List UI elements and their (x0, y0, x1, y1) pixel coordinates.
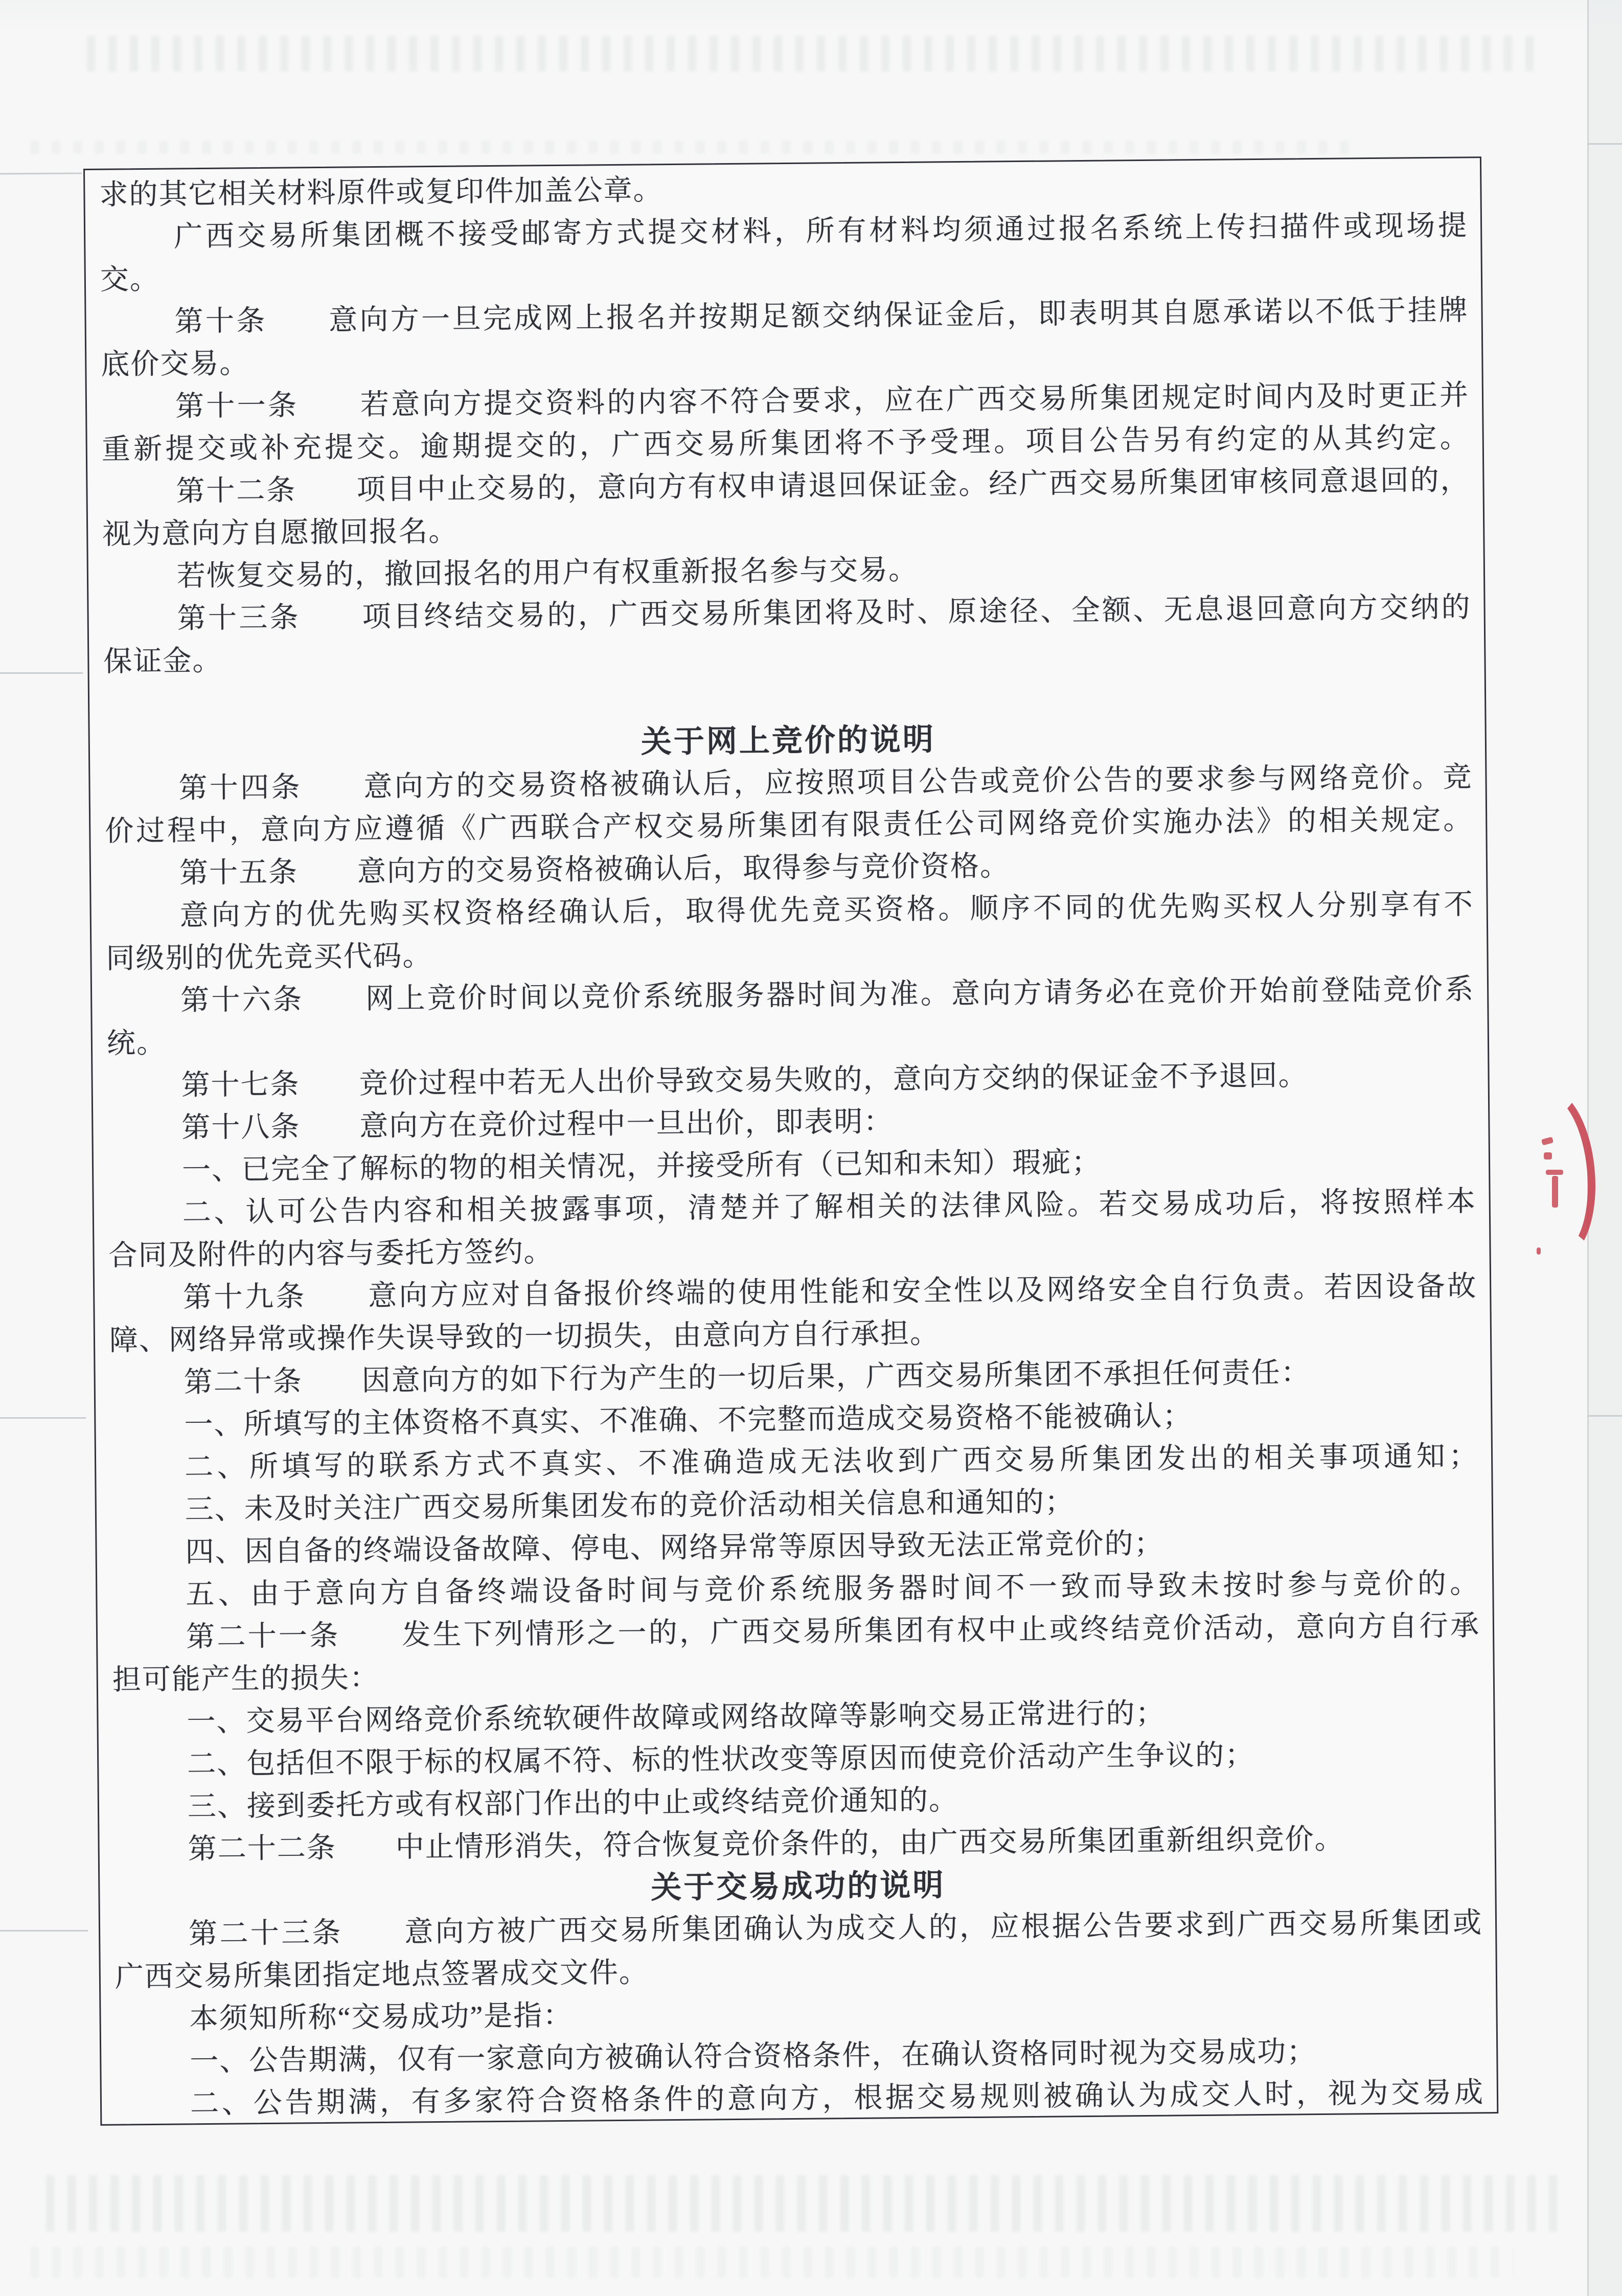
bleed-through-ghost-top-thin (31, 141, 1360, 154)
text-line: 广西交易所集团指定地点签署成交文件。 (115, 1957, 649, 1993)
document-lines (99, 162, 1484, 2125)
text-line: 同级别的优先竞买代码。 (106, 940, 432, 975)
text-line: 意向方的优先购买权资格经确认后，取得优先竞买资格。顺序不同的优先购买权人分别享有不 (179, 889, 1474, 932)
text-line: 交。 (100, 263, 160, 296)
bleed-through-ghost-bottom (46, 2175, 1569, 2232)
red-seal-speck (1546, 1170, 1563, 1175)
text-line: 第十二条 项目中止交易的，意向方有权申请退回保证金。经广西交易所集团审核同意退回的， (176, 464, 1470, 508)
text-line: 二、认可公告内容和相关披露事项，清楚并了解相关的法律风险。若交易成功后，将按照样本 (182, 1186, 1477, 1229)
text-line: 第十八条 意向方在竞价过程中一旦出价，即表明： (181, 1106, 894, 1144)
page-edge-shadow (1589, 0, 1622, 2296)
text-line: 一、所填写的主体资格不真实、不准确、不完整而造成交易资格不能被确认； (184, 1400, 1193, 1441)
text-line: 二、公告期满，有多家符合资格条件的意向方，根据交易规则被确认为成交人时，视为交易成 (190, 2077, 1484, 2120)
text-line: 求的其它相关材料原件或复印件加盖公章。 (99, 174, 663, 211)
text-line: 一、已完全了解标的物的相关情况，并接受所有（已知和未知）瑕疵； (181, 1146, 1102, 1187)
fold-line (1587, 143, 1622, 145)
red-seal-fragment (1505, 1085, 1603, 1263)
text-line: 第十条 意向方一旦完成网上报名并按期足额交纳保证金后，即表明其自愿承诺以不低于挂牌 (174, 294, 1469, 338)
section-heading: 关于网上竞价的说明 (641, 722, 936, 759)
text-line: 若恢复交易的，撤回报名的用户有权重新报名参与交易。 (176, 554, 919, 593)
section-heading: 关于交易成功的说明 (651, 1868, 946, 1905)
fold-line (0, 1930, 88, 1931)
text-line: 重新提交或补充提交。逾期提交的，广西交易所集团将不予受理。项目公告另有约定的从其约定。 (101, 422, 1470, 466)
text-line: 第二十三条 意向方被广西交易所集团确认为成交人的，应根据公告要求到广西交易所集团或 (188, 1907, 1483, 1950)
text-line: 第十一条 若意向方提交资料的内容不符合要求，应在广西交易所集团规定时间内及时更正并 (175, 379, 1470, 423)
text-line: 第二十二条 中止情形消失，符合恢复竞价条件的，由广西交易所集团重新组织竞价。 (188, 1823, 1344, 1866)
text-line: 三、未及时关注广西交易所集团发布的竞价活动相关信息和通知的； (185, 1486, 1075, 1526)
red-seal-speck (1537, 1247, 1541, 1255)
text-line: 合同及附件的内容与委托方签约。 (108, 1236, 554, 1272)
text-line: 第十五条 意向方的交易资格被确认后，取得参与竞价资格。 (179, 850, 1010, 890)
text-line: 一、公告期满，仅有一家意向方被确认符合资格条件，在确认资格同时视为交易成功； (190, 2036, 1317, 2078)
red-seal-speck (1552, 1176, 1558, 1208)
text-line: 价过程中，意向方应遵循《广西联合产权交易所集团有限责任公司网络竞价实施办法》的相关规定。 (105, 804, 1473, 848)
red-seal-speck (1544, 1152, 1552, 1160)
fold-line (0, 672, 83, 674)
text-line: 第十九条 意向方应对自备报价终端的使用性能和安全性以及网络安全自行负责。若因设备故 (183, 1270, 1477, 1314)
scan-ghost-line (0, 172, 82, 174)
fold-line (0, 1417, 86, 1419)
text-line: 障、网络异常或操作失误导致的一切损失，由意向方自行承担。 (109, 1317, 940, 1357)
text-line: 第十四条 意向方的交易资格被确认后，应按照项目公告或竞价公告的要求参与网络竞价。竞 (178, 761, 1473, 805)
text-line: 底价交易。 (101, 348, 249, 381)
text-line: 第十六条 网上竞价时间以竞价系统服务器时间为准。意向方请务必在竞价开始前登陆竞价系 (180, 973, 1475, 1017)
text-line: 第十三条 项目终结交易的，广西交易所集团将及时、原途径、全额、无息退回意向方交纳的 (177, 592, 1471, 635)
text-line: 四、因自备的终端设备故障、停电、网络异常等原因导致无法正常竞价的； (185, 1528, 1164, 1568)
text-line: 视为意向方自愿撤回报名。 (102, 515, 459, 551)
text-line: 保证金。 (103, 645, 222, 678)
text-line: 统。 (106, 1027, 167, 1060)
page-edge-line (1587, 0, 1589, 2296)
text-line: 第十七条 竞价过程中若无人出价导致交易失败的，意向方交纳的保证金不予退回。 (181, 1060, 1308, 1102)
text-line: 广西交易所集团概不接受邮寄方式提交材料，所有材料均须通过报名系统上传扫描件或现场提 (173, 210, 1468, 253)
text-line: 五、由于意向方自备终端设备时间与竞价系统服务器时间不一致而导致未按时参与竞价的。 (186, 1567, 1480, 1611)
text-line: 本须知所称“交易成功”是指： (189, 1999, 573, 2035)
bleed-through-ghost-bottom-thin (31, 2247, 1513, 2278)
fold-line (1587, 1415, 1622, 1417)
red-seal-speck (1541, 1136, 1554, 1145)
text-line: 第二十一条 发生下列情形之一的，广西交易所集团有权中止或终结竞价活动，意向方自行承 (186, 1610, 1480, 1653)
text-line: 二、所填写的联系方式不真实、不准确造成无法收到广西交易所集团发出的相关事项通知； (184, 1440, 1479, 1484)
document-text-box (83, 156, 1498, 2126)
text-line: 担可能产生的损失： (112, 1662, 380, 1696)
text-line: 二、包括但不限于标的权属不符、标的性状改变等原因而使竞价活动产生争议的； (187, 1739, 1255, 1781)
text-line: 三、接到委托方或有权部门作出的中止或终结竞价通知的。 (187, 1784, 959, 1823)
text-line: 第二十条 因意向方的如下行为产生的一切后果，广西交易所集团不承担任何责任： (184, 1357, 1311, 1399)
bleed-through-ghost-top (87, 36, 1544, 72)
text-line: 一、交易平台网络竞价系统软硬件故障或网络故障等影响交易正常进行的； (187, 1697, 1166, 1738)
